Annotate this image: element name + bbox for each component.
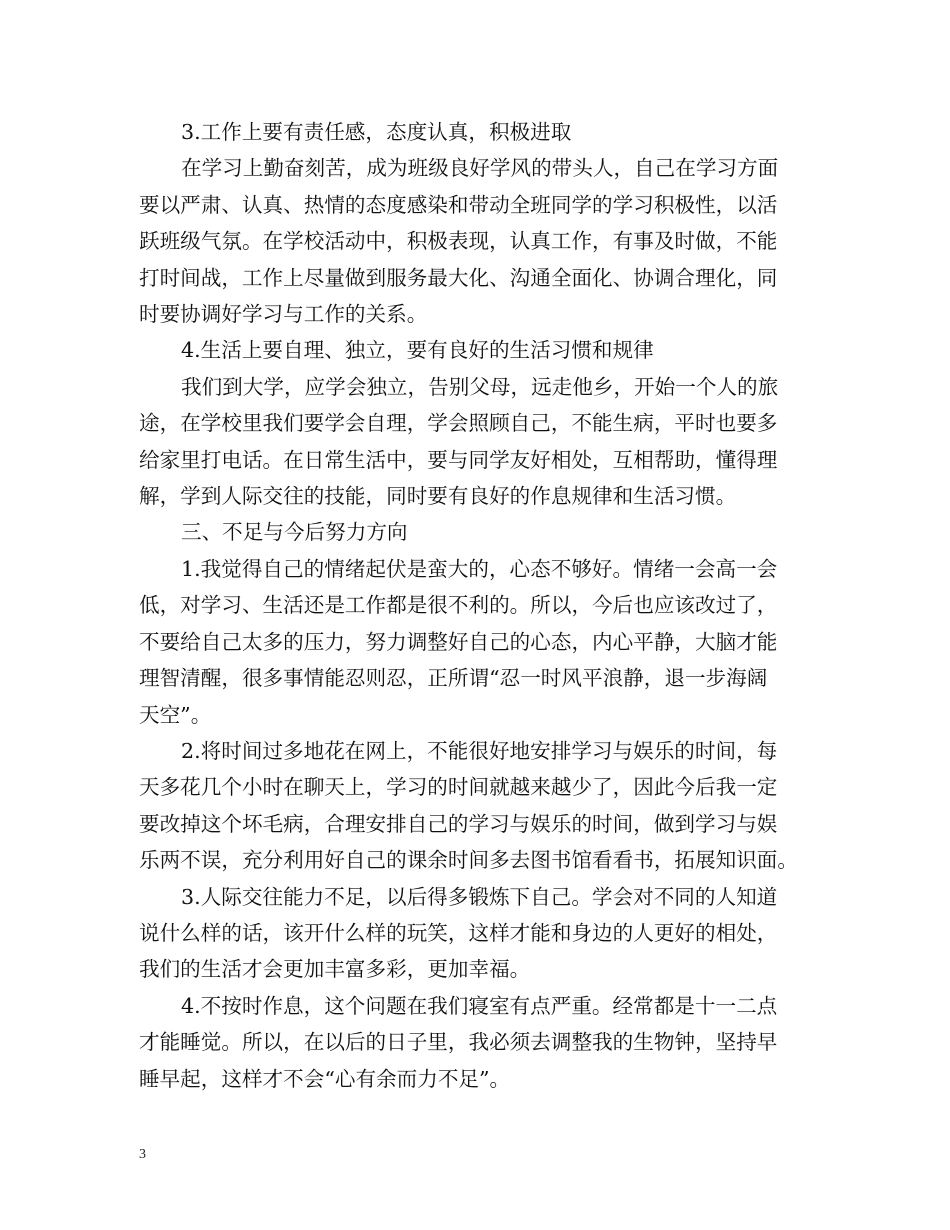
text-line: 给家里打电话。在日常生活中，要与同学友好相处，互相帮助，懂得理 <box>139 447 778 472</box>
paragraph-college-life <box>139 369 825 515</box>
paragraph-emotions <box>139 551 825 733</box>
text-line: 说什么样的话，该开什么样的玩笑，这样才能和身边的人更好的相处， <box>139 920 778 945</box>
text-line: 三、不足与今后努力方向 <box>181 520 408 545</box>
page-number: 3 <box>139 1147 146 1162</box>
text-line: 时要协调好学习与工作的关系。 <box>139 302 428 327</box>
text-line: 睡早起，这样才不会“心有余而力不足”。 <box>139 1066 511 1091</box>
text-line: 途，在学校里我们要学会自理，学会照顾自己，不能生病，平时也要多 <box>139 411 778 436</box>
text-line: 4.不按时作息，这个问题在我们寝室有点严重。经常都是十一二点 <box>181 993 778 1018</box>
heading-life-independence <box>139 332 825 368</box>
text-line: 理智清醒，很多事情能忍则忍，正所谓“忍一时风平浪静，退一步海阔 <box>139 666 768 691</box>
text-line: 天多花几个小时在聊天上，学习的时间就越来越少了，因此今后我一定 <box>139 775 778 800</box>
document-body <box>139 114 825 1097</box>
paragraph-social-skills <box>139 879 825 988</box>
text-line: 解，学到人际交往的技能，同时要有良好的作息规律和生活习惯。 <box>139 484 737 509</box>
text-line: 要以严肃、认真、热情的态度感染和带动全班同学的学习积极性，以活 <box>139 192 778 217</box>
text-line: 3.人际交往能力不足，以后得多锻炼下自己。学会对不同的人知道 <box>181 884 778 909</box>
text-line: 才能睡觉。所以，在以后的日子里，我必须去调整我的生物钟，坚持早 <box>139 1030 778 1055</box>
text-line: 不要给自己太多的压力，努力调整好自己的心态，内心平静，大脑才能 <box>139 629 778 654</box>
text-line: 4.生活上要自理、独立，要有良好的生活习惯和规律 <box>181 338 654 363</box>
text-line: 2.将时间过多地花在网上，不能很好地安排学习与娱乐的时间，每 <box>181 738 778 763</box>
text-line: 在学习上勤奋刻苦，成为班级良好学风的带头人，自己在学习方面 <box>181 156 779 181</box>
paragraph-study-diligence <box>139 150 825 332</box>
text-line: 打时间战，工作上尽量做到服务最大化、沟通全面化、协调合理化，同 <box>139 265 778 290</box>
text-line: 3.工作上要有责任感，态度认真，积极进取 <box>181 120 572 144</box>
text-line: 1.我觉得自己的情绪起伏是蛮大的，心态不够好。情绪一会高一会 <box>181 556 778 581</box>
text-line: 乐两不误，充分利用好自己的课余时间多去图书馆看看书，拓展知识面。 <box>139 848 798 873</box>
paragraph-sleep-schedule <box>139 988 825 1097</box>
text-line: 跃班级气氛。在学校活动中，积极表现，认真工作，有事及时做，不能 <box>139 229 778 254</box>
text-line: 低，对学习、生活还是工作都是很不利的。所以，今后也应该改过了， <box>139 593 778 618</box>
text-line: 天空”。 <box>139 702 212 727</box>
heading-work-responsibility <box>139 114 825 150</box>
section-heading-shortcomings <box>139 514 825 550</box>
text-line: 我们的生活才会更加丰富多彩，更加幸福。 <box>139 957 531 982</box>
text-line: 要改掉这个坏毛病，合理安排自己的学习与娱乐的时间，做到学习与娱 <box>139 811 778 836</box>
paragraph-internet-time <box>139 733 825 879</box>
text-line: 我们到大学，应学会独立，告别父母，远走他乡，开始一个人的旅 <box>181 374 779 399</box>
